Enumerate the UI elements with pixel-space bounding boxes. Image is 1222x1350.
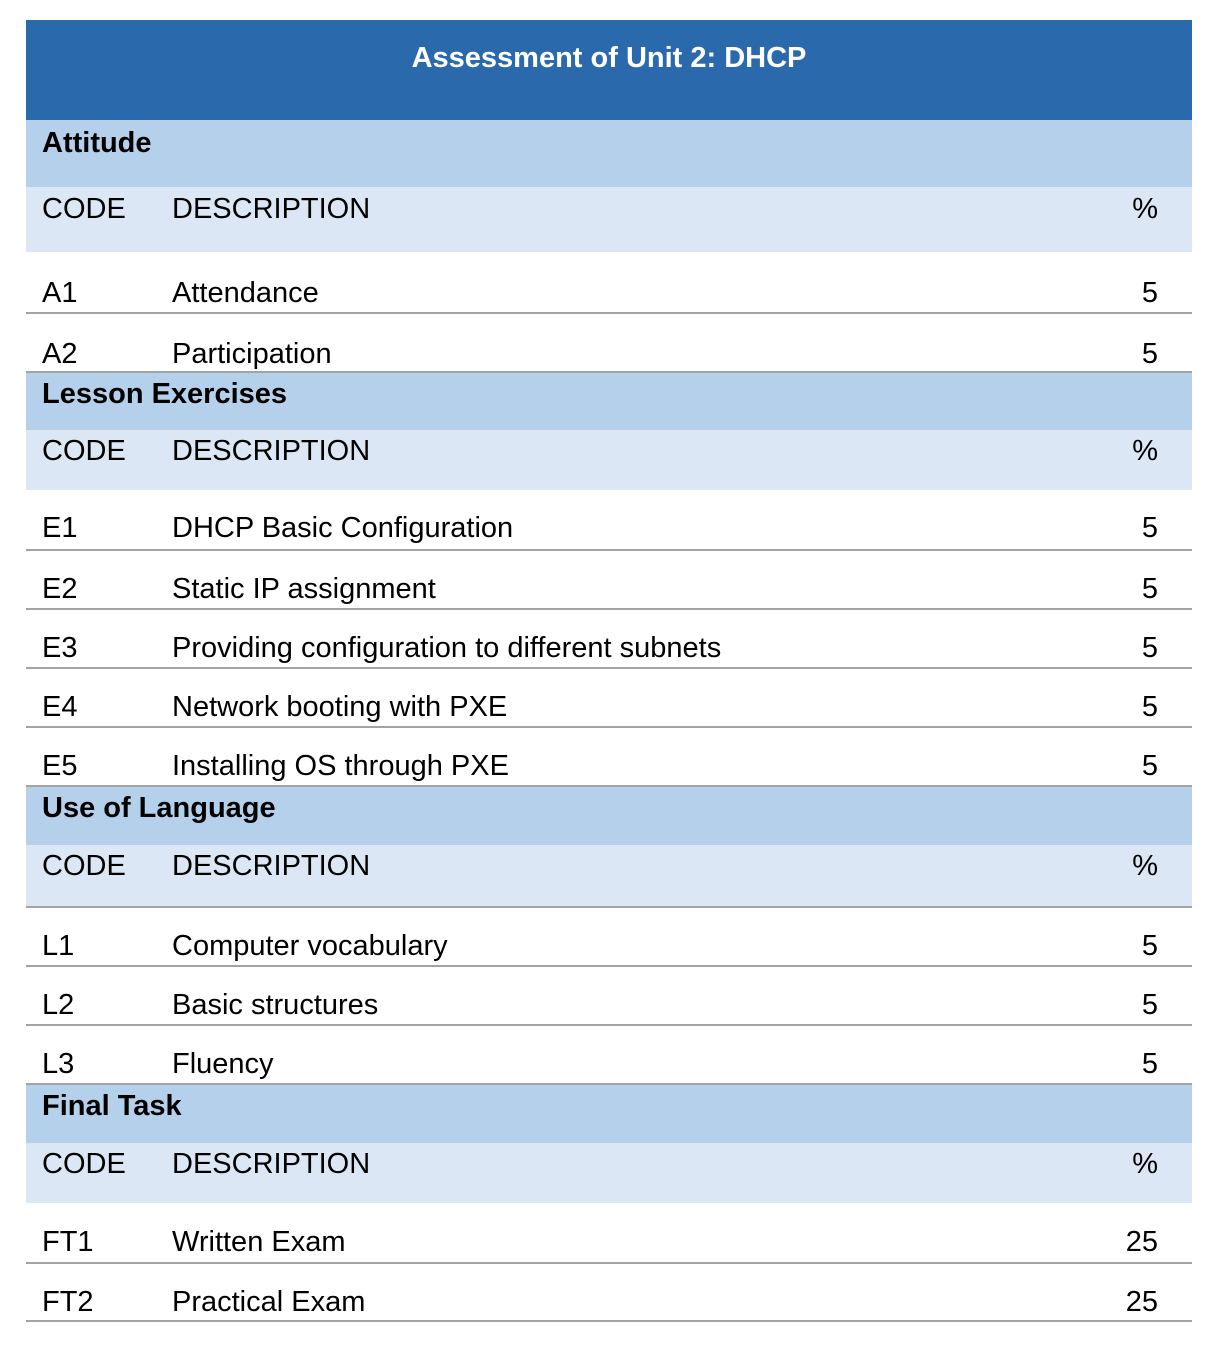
row-percent: 5: [1141, 632, 1158, 664]
column-header-code: CODE: [42, 850, 126, 882]
row-description: Attendance: [172, 277, 319, 309]
row-code: E2: [42, 573, 78, 605]
column-header-row: [26, 187, 1192, 252]
column-header-code: CODE: [42, 193, 126, 225]
row-percent: 5: [1141, 1048, 1158, 1080]
row-percent: 5: [1141, 338, 1158, 370]
row-code: E3: [42, 632, 78, 664]
row-code: E1: [42, 512, 78, 544]
row-code: FT2: [42, 1286, 94, 1318]
table-title: Assessment of Unit 2: DHCP: [26, 20, 1192, 120]
column-header-row: [26, 430, 1192, 490]
table-row: [26, 1203, 1192, 1264]
table-row: [26, 314, 1192, 373]
table-row: [26, 967, 1192, 1026]
row-code: L1: [42, 930, 75, 962]
row-description: Network booting with PXE: [172, 691, 508, 723]
row-description: Providing configuration to different subnets: [172, 632, 722, 664]
table-row: [26, 1026, 1192, 1085]
column-header-percent: %: [1132, 1148, 1158, 1180]
row-description: Fluency: [172, 1048, 274, 1080]
column-header-code: CODE: [42, 1148, 126, 1180]
table-row: [26, 669, 1192, 728]
row-percent: 25: [1125, 1226, 1158, 1258]
row-code: L3: [42, 1048, 75, 1080]
table-row: [26, 252, 1192, 314]
table-row: [26, 728, 1192, 787]
column-header-description: DESCRIPTION: [172, 1148, 371, 1180]
row-code: A2: [42, 338, 78, 370]
row-percent: 5: [1141, 691, 1158, 723]
row-code: L2: [42, 989, 75, 1021]
row-percent: 25: [1125, 1286, 1158, 1318]
row-code: A1: [42, 277, 78, 309]
column-header-row: [26, 845, 1192, 908]
column-header-percent: %: [1132, 435, 1158, 467]
column-header-description: DESCRIPTION: [172, 193, 371, 225]
section-header-lesson-exercises: Lesson Exercises: [26, 373, 1192, 430]
column-header-description: DESCRIPTION: [172, 850, 371, 882]
table-row: [26, 908, 1192, 967]
row-percent: 5: [1141, 512, 1158, 544]
row-description: Computer vocabulary: [172, 930, 448, 962]
row-description: Basic structures: [172, 989, 379, 1021]
column-header-percent: %: [1132, 193, 1158, 225]
row-code: E5: [42, 750, 78, 782]
column-header-description: DESCRIPTION: [172, 435, 371, 467]
row-code: E4: [42, 691, 78, 723]
section-header-attitude: Attitude: [26, 120, 1192, 187]
section-header-final-task: Final Task: [26, 1085, 1192, 1143]
section-header-use-of-language: Use of Language: [26, 787, 1192, 845]
row-description: Installing OS through PXE: [172, 750, 509, 782]
row-description: Written Exam: [172, 1226, 346, 1258]
row-percent: 5: [1141, 750, 1158, 782]
row-description: DHCP Basic Configuration: [172, 512, 514, 544]
table-row: [26, 610, 1192, 669]
row-description: Static IP assignment: [172, 573, 436, 605]
row-description: Participation: [172, 338, 332, 370]
column-header-code: CODE: [42, 435, 126, 467]
row-percent: 5: [1141, 989, 1158, 1021]
row-percent: 5: [1141, 277, 1158, 309]
assessment-table: [26, 20, 1192, 1322]
table-row: [26, 551, 1192, 610]
table-row: [26, 490, 1192, 551]
row-percent: 5: [1141, 573, 1158, 605]
row-percent: 5: [1141, 930, 1158, 962]
row-description: Practical Exam: [172, 1286, 366, 1318]
column-header-percent: %: [1132, 850, 1158, 882]
column-header-row: [26, 1143, 1192, 1203]
row-code: FT1: [42, 1226, 94, 1258]
table-row: [26, 1264, 1192, 1322]
